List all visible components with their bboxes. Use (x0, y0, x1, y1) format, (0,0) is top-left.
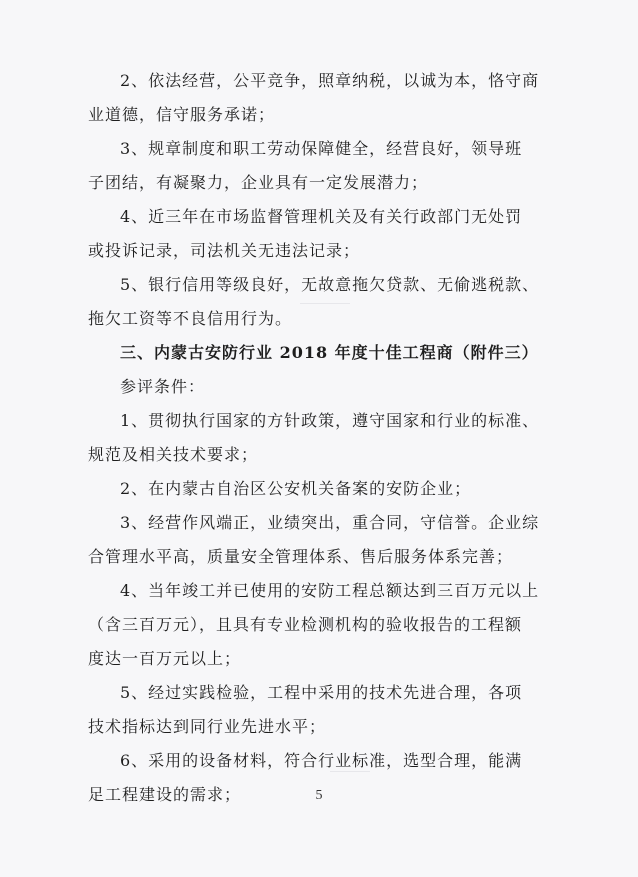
text-line: 4、当年竣工并已使用的安防工程总额达到三百万元以上 (120, 581, 540, 600)
paragraph (88, 200, 550, 268)
text-line: 技术指标达到同行业先进水平； (88, 717, 327, 736)
text-line: 合管理水平高，质量安全管理体系、售后服务体系完善； (88, 547, 514, 566)
paragraph (88, 574, 550, 676)
text-line: 2、依法经营，公平竞争，照章纳税，以诚为本，恪守商 (120, 71, 540, 90)
text-line: 2、在内蒙古自治区公安机关备案的安防企业； (120, 479, 472, 498)
text-line: 3、经营作风端正，业绩突出，重合同，守信誉。企业综 (120, 513, 540, 532)
section-heading (88, 336, 550, 370)
text-line: 足工程建设的需求； (88, 785, 242, 804)
text-line: 拖欠工资等不良信用行为。 (88, 309, 293, 328)
paragraph (88, 268, 550, 336)
text-line: 三、内蒙古安防行业 2018 年度十佳工程商（附件三） (120, 343, 539, 362)
text-line: （含三百万元），且具有专业检测机构的验收报告的工程额 (88, 615, 523, 634)
text-line: 5、银行信用等级良好，无故意拖欠贷款、无偷逃税款、 (120, 275, 540, 294)
paragraph (88, 370, 550, 404)
text-line: 1、贯彻执行国家的方针政策，遵守国家和行业的标准、 (120, 411, 540, 430)
text-line: 度达一百万元以上； (88, 649, 242, 668)
document-body (88, 64, 550, 812)
text-line: 或投诉记录，司法机关无违法记录； (88, 241, 361, 260)
text-line: 5、经过实践检验，工程中采用的技术先进合理，各项 (120, 683, 523, 702)
text-line: 4、近三年在市场监督管理机关及有关行政部门无处罚 (120, 207, 523, 226)
paragraph (88, 506, 550, 574)
text-line: 业道德，信守服务承诺； (88, 105, 276, 124)
paragraph (88, 64, 550, 132)
text-line: 3、规章制度和职工劳动保障健全，经营良好，领导班 (120, 139, 523, 158)
paragraph (88, 472, 550, 506)
text-line: 子团结，有凝聚力，企业具有一定发展潜力； (88, 173, 429, 192)
paragraph (88, 132, 550, 200)
text-line: 规范及相关技术要求； (88, 445, 259, 464)
page-number: 5 (315, 788, 323, 803)
text-line: 参评条件： (120, 377, 206, 396)
paragraph (88, 676, 550, 744)
paragraph (88, 404, 550, 472)
text-line: 6、采用的设备材料，符合行业标准，选型合理，能满 (120, 751, 523, 770)
